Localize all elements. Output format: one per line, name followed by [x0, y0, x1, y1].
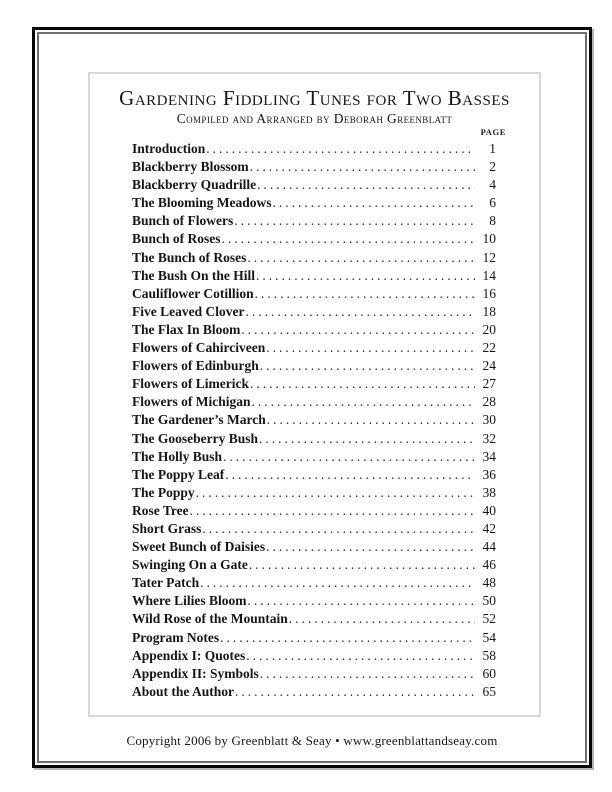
toc-entry-title: The Flax In Bloom	[132, 321, 241, 337]
toc-entry-title: Flowers of Michigan	[132, 394, 251, 410]
toc-row	[132, 176, 496, 194]
toc-dot-leader	[200, 574, 475, 592]
toc-entry-page: 50	[482, 593, 496, 609]
toc-entry-page: 34	[482, 448, 496, 464]
toc-dot-leader	[247, 249, 475, 267]
toc-dot-leader	[206, 140, 475, 158]
toc-row	[132, 249, 496, 267]
toc-dot-leader	[250, 375, 475, 393]
toc-entry-page: 28	[482, 394, 496, 410]
toc-entry-page: 1	[489, 141, 496, 156]
toc-entry-page: 36	[482, 466, 496, 482]
toc-row	[132, 212, 496, 230]
toc-entry-title: Appendix II: Symbols	[132, 665, 259, 681]
toc-dot-leader	[235, 683, 475, 701]
toc-entry-page: 60	[482, 665, 496, 681]
toc-dot-leader	[289, 610, 475, 628]
toc-entry-title: The Blooming Meadows	[132, 195, 272, 211]
toc-row	[132, 592, 496, 610]
toc-dot-leader	[259, 430, 475, 448]
toc-row	[132, 520, 496, 538]
page-subtitle: Compiled and Arranged by Deborah Greenblatt	[176, 111, 453, 127]
contents-box	[88, 72, 541, 717]
toc-dot-leader	[255, 285, 475, 303]
toc-dot-leader	[248, 592, 476, 610]
toc-entry-page: 40	[482, 502, 496, 518]
toc-entry-title: The Holly Bush	[132, 448, 223, 464]
toc-dot-leader	[260, 357, 475, 375]
toc-entry-title: Appendix I: Quotes	[132, 647, 246, 663]
toc-entry-title: Blackberry Blossom	[132, 159, 249, 175]
toc-entry-page: 54	[482, 629, 496, 645]
toc-entry-title: Introduction	[132, 141, 206, 156]
toc-entry-page: 10	[482, 231, 496, 247]
toc-row	[132, 158, 496, 176]
toc-row	[132, 448, 496, 466]
toc-dot-leader	[266, 538, 475, 556]
toc-entry-title: Swinging On a Gate	[132, 557, 248, 573]
toc-entry-page: 8	[489, 213, 496, 229]
toc-entry-page: 27	[482, 376, 496, 392]
toc-entry-page: 32	[482, 430, 496, 446]
toc-dot-leader	[256, 267, 475, 285]
toc-dot-leader	[260, 665, 475, 683]
toc-entry-title: Blackberry Quadrille	[132, 177, 257, 193]
page-column-label: PAGE	[480, 127, 506, 137]
toc-dot-leader	[266, 339, 475, 357]
toc-row	[132, 538, 496, 556]
toc-entry-page: 52	[482, 611, 496, 627]
toc-dot-leader	[246, 647, 475, 665]
toc-dot-leader	[249, 556, 475, 574]
toc-list	[132, 140, 496, 701]
toc-entry-title: The Bunch of Roses	[132, 249, 247, 265]
toc-entry-title: Bunch of Roses	[132, 231, 221, 247]
toc-dot-leader	[190, 502, 475, 520]
toc-entry-title: Flowers of Cahirciveen	[132, 340, 266, 356]
toc-entry-title: Tater Patch	[132, 575, 200, 591]
toc-entry-title: The Poppy	[132, 484, 195, 500]
toc-dot-leader	[222, 230, 475, 248]
toc-entry-title: Flowers of Edinburgh	[132, 358, 259, 374]
toc-row	[132, 629, 496, 647]
toc-entry-page: 14	[482, 267, 496, 283]
toc-row	[132, 339, 496, 357]
toc-row	[132, 303, 496, 321]
toc-entry-page: 2	[489, 159, 496, 175]
toc-entry-page: 48	[482, 575, 496, 591]
toc-entry-title: Cauliflower Cotillion	[132, 285, 254, 301]
toc-dot-leader	[202, 520, 475, 538]
toc-dot-leader	[267, 411, 475, 429]
toc-entry-page: 6	[489, 195, 496, 211]
toc-dot-leader	[241, 321, 475, 339]
toc-dot-leader	[245, 303, 475, 321]
toc-dot-leader	[234, 212, 475, 230]
toc-dot-leader	[196, 484, 475, 502]
toc-entry-title: Rose Tree	[132, 502, 189, 518]
toc-entry-title: Where Lilies Bloom	[132, 593, 247, 609]
toc-entry-page: 24	[482, 358, 496, 374]
toc-entry-page: 20	[482, 321, 496, 337]
toc-entry-title: The Gooseberry Bush	[132, 430, 259, 446]
toc-entry-page: 30	[482, 412, 496, 428]
toc-row	[132, 430, 496, 448]
toc-dot-leader	[220, 629, 475, 647]
toc-entry-page: 65	[482, 683, 496, 699]
toc-row	[132, 267, 496, 285]
toc-entry-title: Sweet Bunch of Daisies	[132, 539, 266, 555]
toc-entry-page: 18	[482, 303, 496, 319]
toc-entry-page: 46	[482, 557, 496, 573]
toc-entry-page: 4	[489, 177, 496, 193]
toc-entry-page: 12	[482, 249, 496, 265]
toc-row	[132, 484, 496, 502]
toc-dot-leader	[223, 448, 475, 466]
toc-entry-title: Flowers of Limerick	[132, 376, 249, 392]
toc-entry-title: Program Notes	[132, 629, 220, 645]
toc-dot-leader	[225, 466, 475, 484]
toc-entry-title: Five Leaved Clover	[132, 303, 245, 319]
toc-entry-page: 58	[482, 647, 496, 663]
toc-entry-title: The Gardener’s March	[132, 412, 266, 428]
toc-entry-title: Bunch of Flowers	[132, 213, 234, 229]
toc-entry-title: Wild Rose of the Mountain	[132, 611, 288, 627]
toc-entry-page: 44	[482, 539, 496, 555]
toc-row	[132, 140, 496, 158]
toc-row	[132, 665, 496, 683]
copyright-footer: Copyright 2006 by Greenblatt & Seay • www.greenblattandseay.com	[126, 733, 498, 748]
toc-dot-leader	[273, 194, 475, 212]
toc-entry-title: The Poppy Leaf	[132, 466, 225, 482]
toc-row	[132, 393, 496, 411]
toc-entry-page: 22	[482, 340, 496, 356]
toc-row	[132, 466, 496, 484]
toc-dot-leader	[257, 176, 475, 194]
toc-dot-leader	[251, 393, 475, 411]
toc-row	[132, 683, 496, 701]
toc-row	[132, 647, 496, 665]
toc-row	[132, 574, 496, 592]
toc-row	[132, 194, 496, 212]
toc-entry-title: Short Grass	[132, 520, 202, 536]
toc-row	[132, 502, 496, 520]
toc-row	[132, 285, 496, 303]
page-title: Gardening Fiddling Tunes for Two Basses	[119, 86, 510, 110]
toc-row	[132, 357, 496, 375]
toc-entry-page: 38	[482, 484, 496, 500]
toc-entry-page: 16	[482, 285, 496, 301]
toc-row	[132, 411, 496, 429]
toc-dot-leader	[250, 158, 475, 176]
toc-entry-title: The Bush On the Hill	[132, 267, 256, 283]
toc-entry-page: 42	[482, 520, 496, 536]
toc-row	[132, 610, 496, 628]
toc-row	[132, 556, 496, 574]
toc-entry-title: About the Author	[132, 683, 235, 699]
toc-row	[132, 321, 496, 339]
toc-row	[132, 375, 496, 393]
toc-row	[132, 230, 496, 248]
